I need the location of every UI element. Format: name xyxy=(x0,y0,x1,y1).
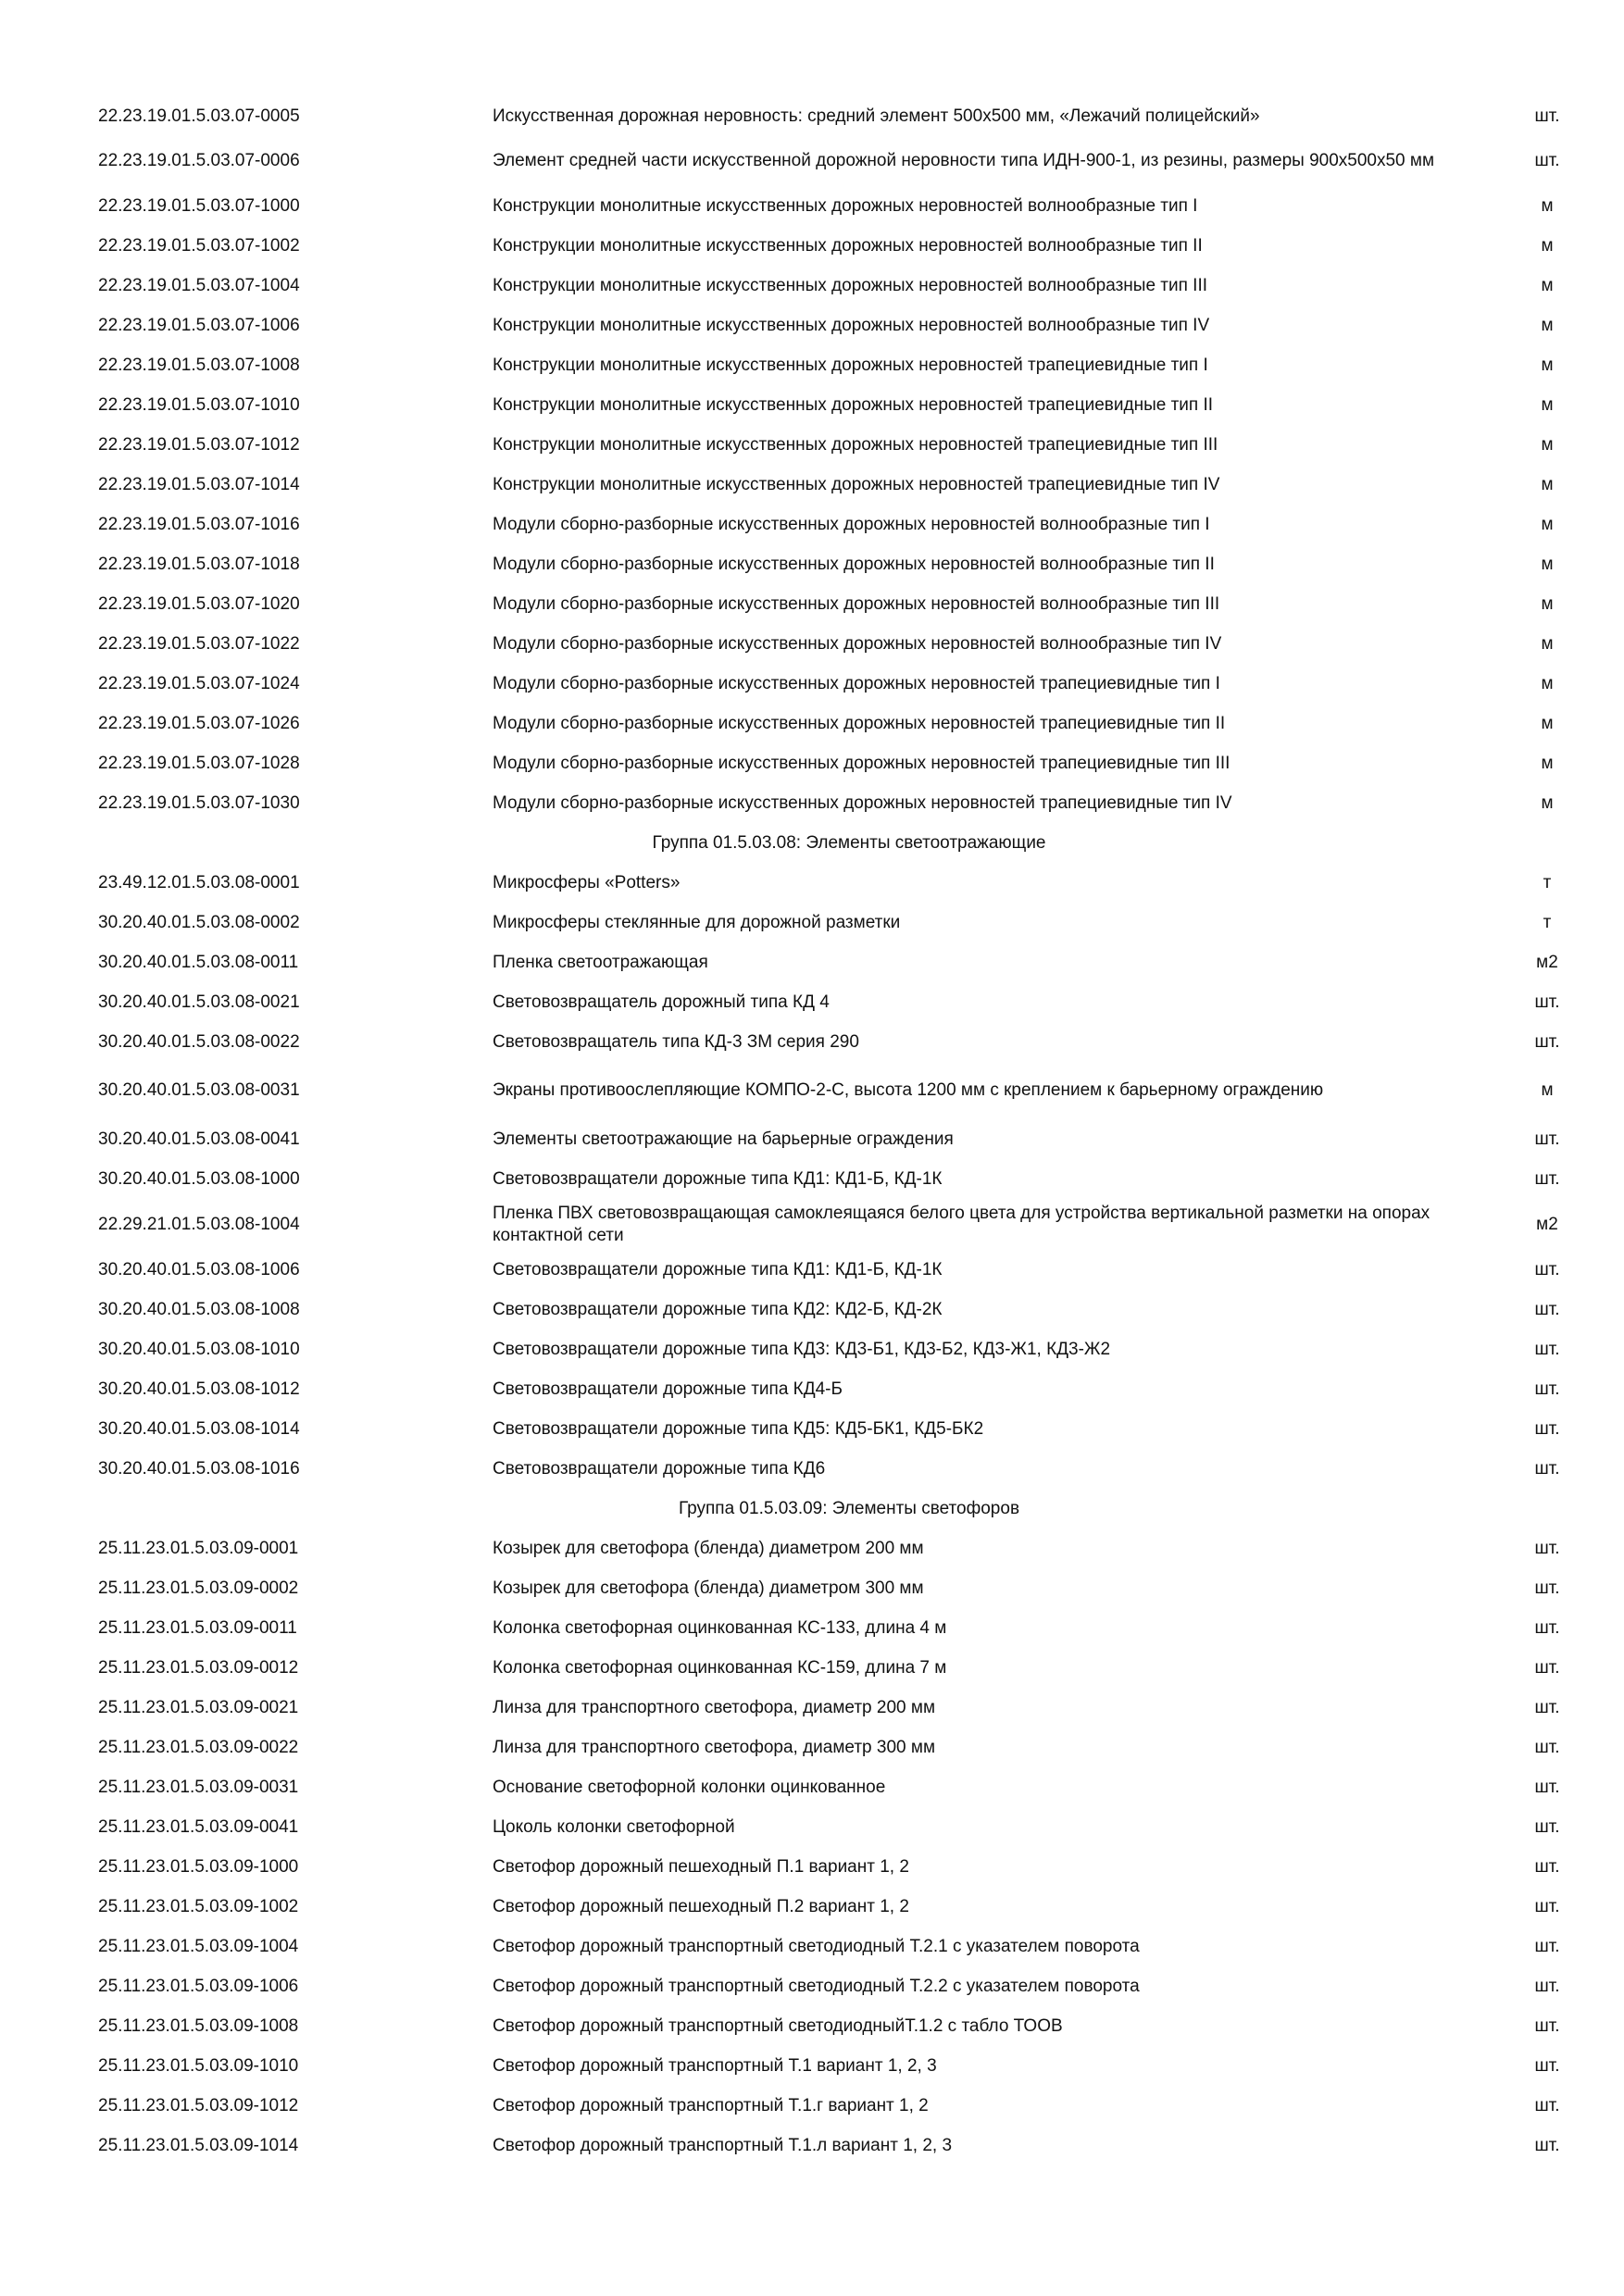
resource-name: Пленка светоотражающая xyxy=(493,952,708,972)
resource-code: 25.11.23.01.5.03.09-1004 xyxy=(98,1936,299,1956)
table-row xyxy=(0,1159,1624,1199)
unit-of-measure: шт. xyxy=(1534,1777,1560,1797)
table-row xyxy=(0,1409,1624,1449)
resource-name: Светофор дорожный пешеходный П.2 вариант 1, 2 xyxy=(493,1896,909,1916)
resource-name: Линза для транспортного светофора, диаметр 300 мм xyxy=(493,1737,936,1757)
resource-code: 22.23.19.01.5.03.07-1002 xyxy=(98,235,300,256)
table-row xyxy=(0,1608,1624,1648)
group-heading-text: Группа 01.5.03.08: Элементы светоотражающие xyxy=(652,832,1046,853)
table-row xyxy=(0,1529,1624,1568)
unit-of-measure: м xyxy=(1541,315,1554,335)
unit-of-measure: м2 xyxy=(1536,1214,1558,1234)
resource-name: Элементы светоотражающие на барьерные ограждения xyxy=(493,1129,954,1149)
table-row xyxy=(0,1807,1624,1847)
resource-name: Светофор дорожный транспортный Т.1.л вариант 1, 2, 3 xyxy=(493,2135,953,2155)
resource-code: 22.23.19.01.5.03.07-0005 xyxy=(98,106,300,126)
unit-of-measure: шт. xyxy=(1534,1538,1560,1558)
unit-of-measure: шт. xyxy=(1534,1339,1560,1359)
resource-code: 30.20.40.01.5.03.08-1006 xyxy=(98,1259,300,1279)
unit-of-measure: шт. xyxy=(1534,1259,1560,1279)
resource-code: 23.49.12.01.5.03.08-0001 xyxy=(98,872,300,892)
table-row xyxy=(0,942,1624,982)
table-row xyxy=(0,1250,1624,1290)
unit-of-measure: шт. xyxy=(1534,1031,1560,1052)
resource-name: Модули сборно-разборные искусственных дорожных неровностей трапециевидные тип III xyxy=(493,753,1230,773)
resource-code: 30.20.40.01.5.03.08-0041 xyxy=(98,1129,300,1149)
resource-name: Конструкции монолитные искусственных дорожных неровностей волнообразные тип II xyxy=(493,235,1203,256)
group-heading xyxy=(0,823,1624,863)
resource-name: Пленка ПВХ световозвращающая самоклеящаяся белого цвета для устройства вертикальной разметки на опорах контактной сети xyxy=(493,1203,1430,1245)
table-row xyxy=(0,1728,1624,1767)
resource-code: 30.20.40.01.5.03.08-0031 xyxy=(98,1080,300,1100)
resource-code: 22.23.19.01.5.03.07-1014 xyxy=(98,474,300,494)
resource-name: Световозвращатели дорожные типа КД5: КД5-БК1, КД5-БК2 xyxy=(493,1418,984,1439)
table-row xyxy=(0,345,1624,385)
resource-name: Световозвращатели дорожные типа КД6 xyxy=(493,1458,826,1479)
table-row xyxy=(0,743,1624,783)
resource-code: 25.11.23.01.5.03.09-0011 xyxy=(98,1617,297,1638)
unit-of-measure: шт. xyxy=(1534,1617,1560,1638)
price-list-table xyxy=(0,96,1624,2165)
unit-of-measure: шт. xyxy=(1534,1299,1560,1319)
unit-of-measure: шт. xyxy=(1534,1737,1560,1757)
table-row xyxy=(0,1022,1624,1062)
unit-of-measure: м2 xyxy=(1536,952,1558,972)
resource-name: Модули сборно-разборные искусственных дорожных неровностей волнообразные тип III xyxy=(493,593,1220,614)
table-row xyxy=(0,664,1624,704)
resource-code: 22.23.19.01.5.03.07-1006 xyxy=(98,315,300,335)
resource-name: Колонка светофорная оцинкованная КС-159, длина 7 м xyxy=(493,1657,947,1678)
table-row xyxy=(0,2086,1624,2126)
unit-of-measure: м xyxy=(1541,633,1554,654)
resource-code: 30.20.40.01.5.03.08-0022 xyxy=(98,1031,300,1052)
resource-name: Светофор дорожный транспортный светодиодныйТ.1.2 с табло ТООВ xyxy=(493,2015,1063,2036)
table-row xyxy=(0,226,1624,266)
unit-of-measure: м xyxy=(1541,713,1554,733)
resource-code: 30.20.40.01.5.03.08-0021 xyxy=(98,992,300,1012)
table-row xyxy=(0,186,1624,226)
table-row xyxy=(0,903,1624,942)
table-row xyxy=(0,1966,1624,2006)
resource-name: Конструкции монолитные искусственных дорожных неровностей волнообразные тип IV xyxy=(493,315,1210,335)
resource-code: 22.23.19.01.5.03.07-1026 xyxy=(98,713,300,733)
resource-name: Линза для транспортного светофора, диаметр 200 мм xyxy=(493,1697,936,1717)
resource-code: 25.11.23.01.5.03.09-1008 xyxy=(98,2015,299,2036)
resource-code: 22.23.19.01.5.03.07-1022 xyxy=(98,633,300,654)
resource-code: 22.23.19.01.5.03.07-1008 xyxy=(98,355,300,375)
resource-name: Конструкции монолитные искусственных дорожных неровностей волнообразные тип I xyxy=(493,195,1198,216)
resource-name: Цоколь колонки светофорной xyxy=(493,1816,735,1837)
resource-name: Световозвращатели дорожные типа КД4-Б xyxy=(493,1379,843,1399)
resource-code: 30.20.40.01.5.03.08-1014 xyxy=(98,1418,300,1439)
unit-of-measure: шт. xyxy=(1534,1129,1560,1149)
unit-of-measure: м xyxy=(1541,275,1554,295)
resource-code: 22.23.19.01.5.03.07-0006 xyxy=(98,151,300,170)
unit-of-measure: шт. xyxy=(1534,1816,1560,1837)
resource-name: Световозвращатели дорожные типа КД1: КД1-Б, КД-1К xyxy=(493,1168,943,1189)
unit-of-measure: м xyxy=(1541,235,1554,256)
resource-name: Модули сборно-разборные искусственных дорожных неровностей волнообразные тип II xyxy=(493,554,1215,574)
table-row xyxy=(0,465,1624,505)
table-row xyxy=(0,624,1624,664)
resource-name: Модули сборно-разборные искусственных дорожных неровностей трапециевидные тип IV xyxy=(493,792,1232,813)
resource-name: Модули сборно-разборные искусственных дорожных неровностей волнообразные тип I xyxy=(493,514,1210,534)
table-row xyxy=(0,385,1624,425)
resource-name: Световозвращатели дорожные типа КД1: КД1-Б, КД-1К xyxy=(493,1259,943,1279)
resource-name: Модули сборно-разборные искусственных дорожных неровностей трапециевидные тип I xyxy=(493,673,1220,693)
resource-name: Экраны противоослепляющие КОМПО-2-С, высота 1200 мм с креплением к барьерному ограждению xyxy=(493,1080,1324,1100)
resource-code: 22.29.21.01.5.03.08-1004 xyxy=(98,1214,300,1234)
unit-of-measure: шт. xyxy=(1534,1657,1560,1678)
resource-name: Светофор дорожный транспортный светодиодный Т.2.2 с указателем поворота xyxy=(493,1976,1140,1996)
resource-code: 25.11.23.01.5.03.09-1006 xyxy=(98,1976,299,1996)
resource-name: Микросферы стеклянные для дорожной разметки xyxy=(493,912,901,932)
resource-name: Световозвращатели дорожные типа КД2: КД2-Б, КД-2К xyxy=(493,1299,943,1319)
resource-code: 30.20.40.01.5.03.08-1010 xyxy=(98,1339,300,1359)
unit-of-measure: шт. xyxy=(1534,1168,1560,1189)
resource-code: 25.11.23.01.5.03.09-1000 xyxy=(98,1856,299,1877)
resource-name: Козырек для светофора (бленда) диаметром 200 мм xyxy=(493,1538,924,1558)
table-row xyxy=(0,1369,1624,1409)
resource-name: Конструкции монолитные искусственных дорожных неровностей волнообразные тип III xyxy=(493,275,1208,295)
unit-of-measure: м xyxy=(1541,514,1554,534)
unit-of-measure: шт. xyxy=(1534,1458,1560,1479)
resource-code: 25.11.23.01.5.03.09-0021 xyxy=(98,1697,299,1717)
resource-code: 22.23.19.01.5.03.07-1018 xyxy=(98,554,300,574)
resource-code: 22.23.19.01.5.03.07-1030 xyxy=(98,792,300,813)
unit-of-measure: м xyxy=(1541,434,1554,455)
resource-code: 25.11.23.01.5.03.09-0002 xyxy=(98,1578,299,1598)
resource-code: 25.11.23.01.5.03.09-1014 xyxy=(98,2135,299,2155)
resource-name: Козырек для светофора (бленда) диаметром 300 мм xyxy=(493,1578,924,1598)
table-row xyxy=(0,544,1624,584)
resource-name: Конструкции монолитные искусственных дорожных неровностей трапециевидные тип I xyxy=(493,355,1208,375)
table-row xyxy=(0,505,1624,544)
table-row xyxy=(0,2006,1624,2046)
table-row xyxy=(0,1887,1624,1927)
unit-of-measure: шт. xyxy=(1534,1976,1560,1996)
table-row xyxy=(0,1688,1624,1728)
table-row xyxy=(0,1449,1624,1489)
resource-code: 30.20.40.01.5.03.08-1008 xyxy=(98,1299,300,1319)
unit-of-measure: м xyxy=(1541,474,1554,494)
table-row xyxy=(0,1119,1624,1159)
table-row xyxy=(0,1847,1624,1887)
unit-of-measure: т xyxy=(1543,872,1552,892)
unit-of-measure: шт. xyxy=(1534,1856,1560,1877)
resource-name: Модули сборно-разборные искусственных дорожных неровностей волнообразные тип IV xyxy=(493,633,1222,654)
resource-code: 22.23.19.01.5.03.07-1010 xyxy=(98,394,300,415)
resource-code: 25.11.23.01.5.03.09-0012 xyxy=(98,1657,299,1678)
resource-code: 30.20.40.01.5.03.08-1012 xyxy=(98,1379,300,1399)
resource-name: Светофор дорожный транспортный светодиодный Т.2.1 с указателем поворота xyxy=(493,1936,1140,1956)
resource-code: 22.23.19.01.5.03.07-1020 xyxy=(98,593,300,614)
unit-of-measure: м xyxy=(1541,554,1554,574)
resource-name: Световозвращатель типа КД-3 ЗМ серия 290 xyxy=(493,1031,859,1052)
unit-of-measure: шт. xyxy=(1534,2135,1560,2155)
resource-code: 22.23.19.01.5.03.07-1016 xyxy=(98,514,300,534)
unit-of-measure: шт. xyxy=(1534,1578,1560,1598)
resource-code: 30.20.40.01.5.03.08-0002 xyxy=(98,912,300,932)
resource-name: Конструкции монолитные искусственных дорожных неровностей трапециевидные тип II xyxy=(493,394,1214,415)
unit-of-measure: м xyxy=(1541,593,1554,614)
table-row xyxy=(0,1329,1624,1369)
unit-of-measure: м xyxy=(1541,673,1554,693)
resource-name: Конструкции монолитные искусственных дорожных неровностей трапециевидные тип IV xyxy=(493,474,1220,494)
unit-of-measure: шт. xyxy=(1534,1896,1560,1916)
unit-of-measure: м xyxy=(1541,195,1554,216)
resource-name: Элемент средней части искусственной дорожной неровности типа ИДН-900-1, из резины, размеры 900х500х50 мм xyxy=(493,151,1435,170)
unit-of-measure: т xyxy=(1543,912,1552,932)
resource-name: Световозвращатель дорожный типа КД 4 xyxy=(493,992,830,1012)
resource-name: Основание светофорной колонки оцинкованное xyxy=(493,1777,886,1797)
unit-of-measure: м xyxy=(1541,792,1554,813)
resource-name: Светофор дорожный транспортный Т.1.г вариант 1, 2 xyxy=(493,2095,929,2115)
unit-of-measure: м xyxy=(1541,753,1554,773)
table-row xyxy=(0,1927,1624,1966)
resource-code: 25.11.23.01.5.03.09-1010 xyxy=(98,2055,299,2076)
resource-code: 25.11.23.01.5.03.09-0041 xyxy=(98,1816,299,1837)
resource-name: Светофор дорожный пешеходный П.1 вариант 1, 2 xyxy=(493,1856,909,1877)
resource-name: Искусственная дорожная неровность: средний элемент 500х500 мм, «Лежачий полицейский» xyxy=(493,106,1260,126)
resource-name: Колонка светофорная оцинкованная КС-133, длина 4 м xyxy=(493,1617,947,1638)
unit-of-measure: шт. xyxy=(1534,1697,1560,1717)
unit-of-measure: м xyxy=(1541,355,1554,375)
table-row xyxy=(0,1648,1624,1688)
unit-of-measure: шт. xyxy=(1534,2055,1560,2076)
unit-of-measure: шт. xyxy=(1534,2095,1560,2115)
resource-name: Модули сборно-разборные искусственных дорожных неровностей трапециевидные тип II xyxy=(493,713,1226,733)
resource-code: 25.11.23.01.5.03.09-0001 xyxy=(98,1538,299,1558)
table-row xyxy=(0,266,1624,306)
table-row xyxy=(0,96,1624,136)
resource-name: Световозвращатели дорожные типа КД3: КД3-Б1, КД3-Б2, КД3-Ж1, КД3-Ж2 xyxy=(493,1339,1111,1359)
resource-code: 30.20.40.01.5.03.08-0011 xyxy=(98,952,299,972)
unit-of-measure: м xyxy=(1541,1080,1554,1100)
resource-code: 22.23.19.01.5.03.07-1024 xyxy=(98,673,300,693)
resource-code: 25.11.23.01.5.03.09-1012 xyxy=(98,2095,299,2115)
resource-code: 22.23.19.01.5.03.07-1028 xyxy=(98,753,300,773)
resource-name: Конструкции монолитные искусственных дорожных неровностей трапециевидные тип III xyxy=(493,434,1218,455)
resource-code: 25.11.23.01.5.03.09-0022 xyxy=(98,1737,299,1757)
table-row xyxy=(0,783,1624,823)
unit-of-measure: шт. xyxy=(1534,992,1560,1012)
table-row xyxy=(0,2046,1624,2086)
table-row xyxy=(0,982,1624,1022)
resource-name: Светофор дорожный транспортный Т.1 вариант 1, 2, 3 xyxy=(493,2055,937,2076)
table-row xyxy=(0,136,1624,186)
resource-code: 22.23.19.01.5.03.07-1000 xyxy=(98,195,300,216)
unit-of-measure: шт. xyxy=(1534,106,1560,126)
unit-of-measure: шт. xyxy=(1534,1418,1560,1439)
table-row xyxy=(0,704,1624,743)
unit-of-measure: шт. xyxy=(1534,151,1560,170)
unit-of-measure: шт. xyxy=(1534,1936,1560,1956)
resource-code: 22.23.19.01.5.03.07-1012 xyxy=(98,434,300,455)
table-row xyxy=(0,1767,1624,1807)
group-heading xyxy=(0,1489,1624,1529)
table-row xyxy=(0,1199,1624,1250)
table-row xyxy=(0,863,1624,903)
table-row xyxy=(0,1568,1624,1608)
unit-of-measure: м xyxy=(1541,394,1554,415)
resource-code: 22.23.19.01.5.03.07-1004 xyxy=(98,275,300,295)
table-row xyxy=(0,306,1624,345)
table-row xyxy=(0,1290,1624,1329)
resource-code: 25.11.23.01.5.03.09-1002 xyxy=(98,1896,299,1916)
resource-code: 30.20.40.01.5.03.08-1000 xyxy=(98,1168,300,1189)
group-heading-text: Группа 01.5.03.09: Элементы светофоров xyxy=(678,1498,1020,1518)
table-row xyxy=(0,584,1624,624)
unit-of-measure: шт. xyxy=(1534,1379,1560,1399)
unit-of-measure: шт. xyxy=(1534,2015,1560,2036)
table-row xyxy=(0,2126,1624,2165)
table-row xyxy=(0,1062,1624,1119)
resource-code: 30.20.40.01.5.03.08-1016 xyxy=(98,1458,300,1479)
resource-code: 25.11.23.01.5.03.09-0031 xyxy=(98,1777,299,1797)
table-row xyxy=(0,425,1624,465)
resource-name: Микросферы «Potters» xyxy=(493,872,681,892)
